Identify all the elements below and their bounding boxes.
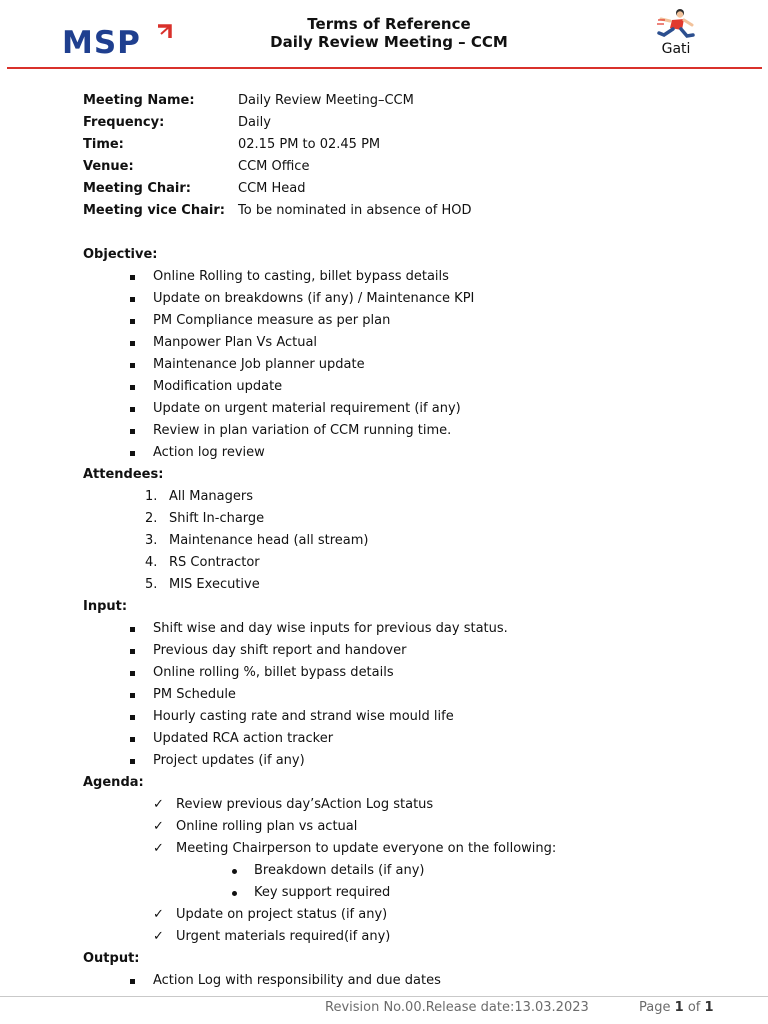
checkmark-icon: ✓ xyxy=(153,819,164,834)
list-item-text: Key support required xyxy=(254,885,391,900)
list-item xyxy=(83,684,723,706)
agenda-list xyxy=(83,794,723,948)
list-item xyxy=(83,970,723,992)
page-word: Page xyxy=(639,1000,671,1015)
square-bullet-icon xyxy=(130,363,135,368)
list-item-text: Online rolling %, billet bypass details xyxy=(153,665,394,680)
output-heading: Output: xyxy=(83,951,140,966)
svg-text:MSP: MSP xyxy=(62,25,141,56)
detail-row xyxy=(83,156,723,178)
gati-logo xyxy=(646,8,706,60)
list-item-text: Modification update xyxy=(153,379,283,394)
list-item-text: Hourly casting rate and strand wise mould life xyxy=(153,709,454,724)
list-item-text: Maintenance Job planner update xyxy=(153,357,365,372)
detail-label: Venue: xyxy=(83,159,134,174)
runner-icon xyxy=(656,8,696,42)
detail-value: CCM Head xyxy=(238,181,306,196)
list-item xyxy=(83,574,723,596)
detail-value: 02.15 PM to 02.45 PM xyxy=(238,137,381,152)
list-item xyxy=(83,508,723,530)
list-item-text: Project updates (if any) xyxy=(153,753,305,768)
detail-row xyxy=(83,90,723,112)
square-bullet-icon xyxy=(130,737,135,742)
detail-row xyxy=(83,112,723,134)
list-item-text: Manpower Plan Vs Actual xyxy=(153,335,318,350)
list-number: 2. xyxy=(145,511,158,526)
detail-value: Daily xyxy=(238,115,271,130)
input-list xyxy=(83,618,723,772)
total-pages: 1 xyxy=(704,1000,714,1015)
list-item xyxy=(83,618,723,640)
output-list xyxy=(83,970,723,992)
list-item xyxy=(83,662,723,684)
sub-list-item xyxy=(83,882,723,904)
list-item xyxy=(83,816,723,838)
dot-bullet-icon xyxy=(232,869,237,874)
of-word: of xyxy=(687,1000,701,1015)
list-item-text: MIS Executive xyxy=(169,577,260,592)
list-item-text: Update on project status (if any) xyxy=(176,907,388,922)
list-item xyxy=(83,288,723,310)
list-item-text: Online Rolling to casting, billet bypass details xyxy=(153,269,449,284)
list-item-text: Previous day shift report and handover xyxy=(153,643,407,658)
list-item xyxy=(83,354,723,376)
square-bullet-icon xyxy=(130,759,135,764)
document-body xyxy=(83,90,723,992)
detail-row xyxy=(83,178,723,200)
meeting-details xyxy=(83,90,723,222)
gati-label: Gati xyxy=(661,41,691,57)
header-divider xyxy=(7,67,762,69)
list-item xyxy=(83,530,723,552)
list-number: 4. xyxy=(145,555,158,570)
list-number: 1. xyxy=(145,489,158,504)
square-bullet-icon xyxy=(130,627,135,632)
square-bullet-icon xyxy=(130,649,135,654)
list-item-text: Shift wise and day wise inputs for previous day status. xyxy=(153,621,508,636)
title-line-2: Daily Review Meeting – CCM xyxy=(270,33,508,51)
sub-list-item xyxy=(83,860,723,882)
revision-info: Revision No.00.Release date:13.03.2023 xyxy=(325,1000,589,1015)
attendees-list xyxy=(83,486,723,596)
list-item xyxy=(83,266,723,288)
list-item xyxy=(83,552,723,574)
input-heading: Input: xyxy=(83,599,128,614)
footer-divider xyxy=(0,996,768,997)
square-bullet-icon xyxy=(130,715,135,720)
detail-value: To be nominated in absence of HOD xyxy=(238,203,472,218)
dot-bullet-icon xyxy=(232,891,237,896)
list-item xyxy=(83,376,723,398)
list-item-text: RS Contractor xyxy=(169,555,260,570)
list-item-text: Meeting Chairperson to update everyone on the following: xyxy=(176,841,557,856)
square-bullet-icon xyxy=(130,319,135,324)
list-item-text: PM Compliance measure as per plan xyxy=(153,313,391,328)
list-item xyxy=(83,332,723,354)
list-item xyxy=(83,838,723,860)
detail-label: Time: xyxy=(83,137,124,152)
list-item-text: All Managers xyxy=(169,489,254,504)
list-item xyxy=(83,420,723,442)
current-page: 1 xyxy=(674,1000,684,1015)
square-bullet-icon xyxy=(130,407,135,412)
list-item xyxy=(83,442,723,464)
detail-value: CCM Office xyxy=(238,159,310,174)
agenda-heading: Agenda: xyxy=(83,775,144,790)
list-item-text: Review previous day’sAction Log status xyxy=(176,797,434,812)
list-item xyxy=(83,728,723,750)
detail-label: Frequency: xyxy=(83,115,165,130)
square-bullet-icon xyxy=(130,275,135,280)
list-item xyxy=(83,750,723,772)
list-item-text: PM Schedule xyxy=(153,687,236,702)
detail-label: Meeting Chair: xyxy=(83,181,191,196)
list-item xyxy=(83,640,723,662)
square-bullet-icon xyxy=(130,385,135,390)
checkmark-icon: ✓ xyxy=(153,841,164,856)
square-bullet-icon xyxy=(130,429,135,434)
title-line-1: Terms of Reference xyxy=(307,15,471,33)
list-item-text: Shift In-charge xyxy=(169,511,265,526)
list-item-text: Review in plan variation of CCM running time. xyxy=(153,423,452,438)
list-item-text: Action log review xyxy=(153,445,265,460)
checkmark-icon: ✓ xyxy=(153,797,164,812)
list-item xyxy=(83,486,723,508)
detail-label: Meeting vice Chair: xyxy=(83,203,225,218)
detail-value: Daily Review Meeting–CCM xyxy=(238,93,414,108)
detail-row xyxy=(83,134,723,156)
list-number: 3. xyxy=(145,533,158,548)
list-number: 5. xyxy=(145,577,158,592)
square-bullet-icon xyxy=(130,979,135,984)
square-bullet-icon xyxy=(130,671,135,676)
detail-label: Meeting Name: xyxy=(83,93,195,108)
list-item xyxy=(83,310,723,332)
checkmark-icon: ✓ xyxy=(153,929,164,944)
list-item-text: Breakdown details (if any) xyxy=(254,863,425,878)
list-item xyxy=(83,926,723,948)
list-item-text: Updated RCA action tracker xyxy=(153,731,334,746)
list-item xyxy=(83,398,723,420)
square-bullet-icon xyxy=(130,693,135,698)
list-item-text: Maintenance head (all stream) xyxy=(169,533,369,548)
square-bullet-icon xyxy=(130,297,135,302)
objective-list xyxy=(83,266,723,464)
list-item-text: Action Log with responsibility and due dates xyxy=(153,973,441,988)
spacer xyxy=(83,222,723,244)
objective-heading: Objective: xyxy=(83,247,158,262)
list-item-text: Urgent materials required(if any) xyxy=(176,929,391,944)
list-item-text: Online rolling plan vs actual xyxy=(176,819,358,834)
list-item xyxy=(83,794,723,816)
list-item-text: Update on urgent material requirement (if any) xyxy=(153,401,461,416)
attendees-heading: Attendees: xyxy=(83,467,164,482)
square-bullet-icon xyxy=(130,451,135,456)
detail-row xyxy=(83,200,723,222)
page-number xyxy=(639,1000,714,1015)
list-item-text: Update on breakdowns (if any) / Maintenance KPI xyxy=(153,291,475,306)
list-item xyxy=(83,904,723,926)
checkmark-icon: ✓ xyxy=(153,907,164,922)
list-item xyxy=(83,706,723,728)
square-bullet-icon xyxy=(130,341,135,346)
